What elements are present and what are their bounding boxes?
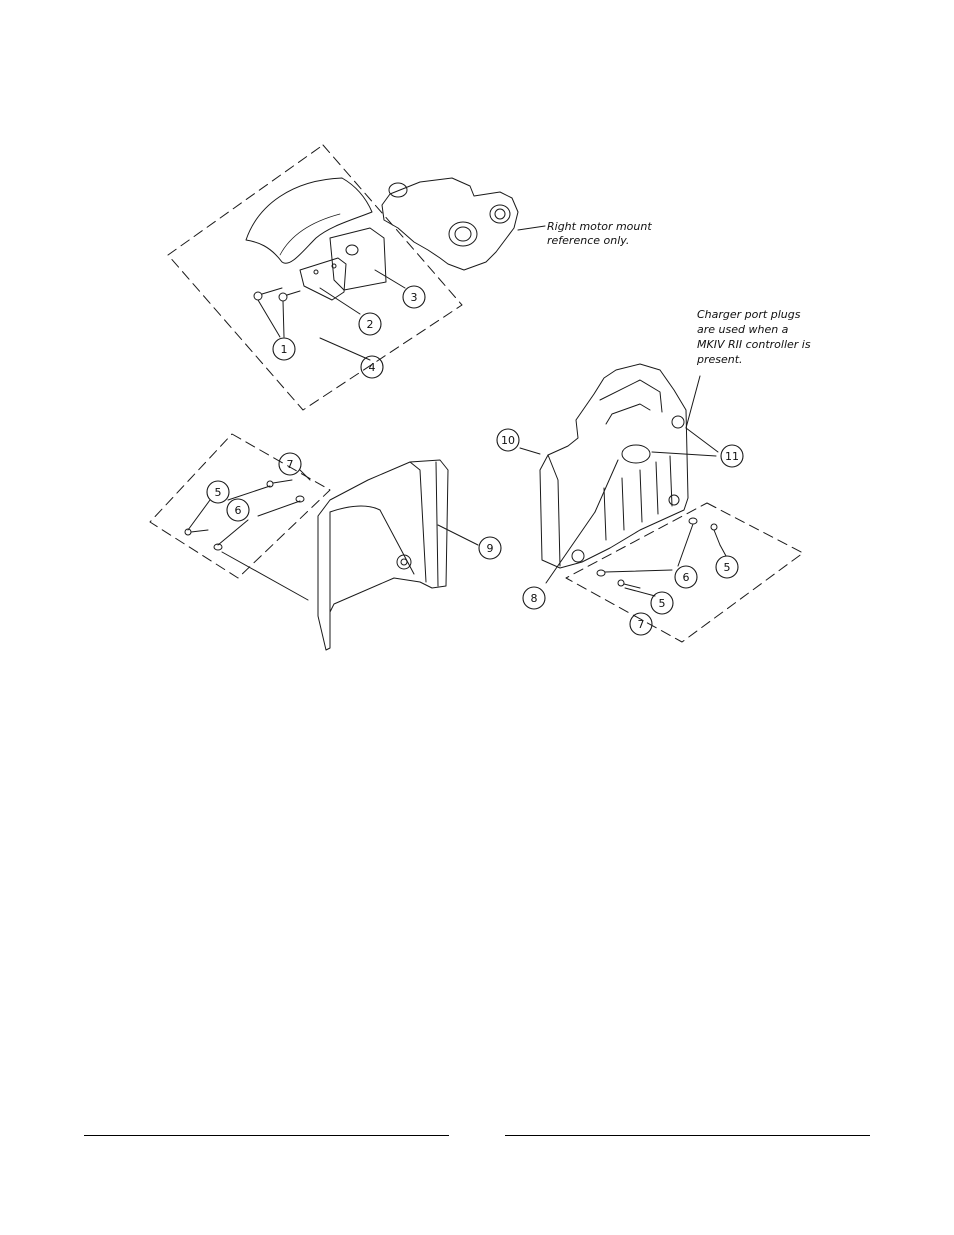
bracket-plate-part-3 <box>330 228 386 290</box>
callout-5c: 5 <box>658 597 666 610</box>
callout-6b: 6 <box>682 571 690 584</box>
callout-1: 1 <box>280 343 288 356</box>
screw-part-5-left-a <box>267 480 292 487</box>
motor-mount-note-line-1: Right motor mount <box>547 220 652 233</box>
charger-note-line-2: are used when a <box>697 323 789 336</box>
callout-9: 9 <box>486 542 494 555</box>
callout-10: 10 <box>501 434 515 447</box>
footer-rule-left <box>84 1135 449 1136</box>
charger-note-line-4: present. <box>697 353 743 366</box>
callout-8: 8 <box>530 592 538 605</box>
callout-11: 11 <box>725 450 739 463</box>
callout-6a: 6 <box>234 504 242 517</box>
callout-7b: 7 <box>637 618 645 631</box>
callout-3: 3 <box>410 291 418 304</box>
callout-4: 4 <box>368 361 376 374</box>
fender-fin-part <box>246 178 372 263</box>
washer-part-6-right-b <box>597 570 605 576</box>
bracket-part-2 <box>300 258 346 300</box>
screw-part-1-a <box>254 288 282 300</box>
callout-2: 2 <box>366 318 374 331</box>
side-shroud-part-9 <box>318 460 448 650</box>
callout-5b: 5 <box>723 561 731 574</box>
footer-rule-right <box>505 1135 870 1136</box>
controller-housing-part-10 <box>540 364 688 568</box>
charger-note-line-3: MKIV RII controller is <box>697 338 811 351</box>
screw-part-5-right-a <box>711 524 720 545</box>
charger-port-plug-part-8 <box>622 445 650 463</box>
screw-part-5-right-b <box>618 580 640 588</box>
assembly-boundary-group-4 <box>168 145 462 410</box>
washer-part-6-right-a <box>689 518 697 524</box>
right-motor-mount <box>382 178 518 270</box>
motor-mount-note-line-2: reference only. <box>547 234 630 247</box>
charger-note-line-1: Charger port plugs <box>697 308 801 321</box>
callout-7a: 7 <box>286 458 294 471</box>
callout-5a: 5 <box>214 486 222 499</box>
screw-part-1-b <box>279 291 300 301</box>
